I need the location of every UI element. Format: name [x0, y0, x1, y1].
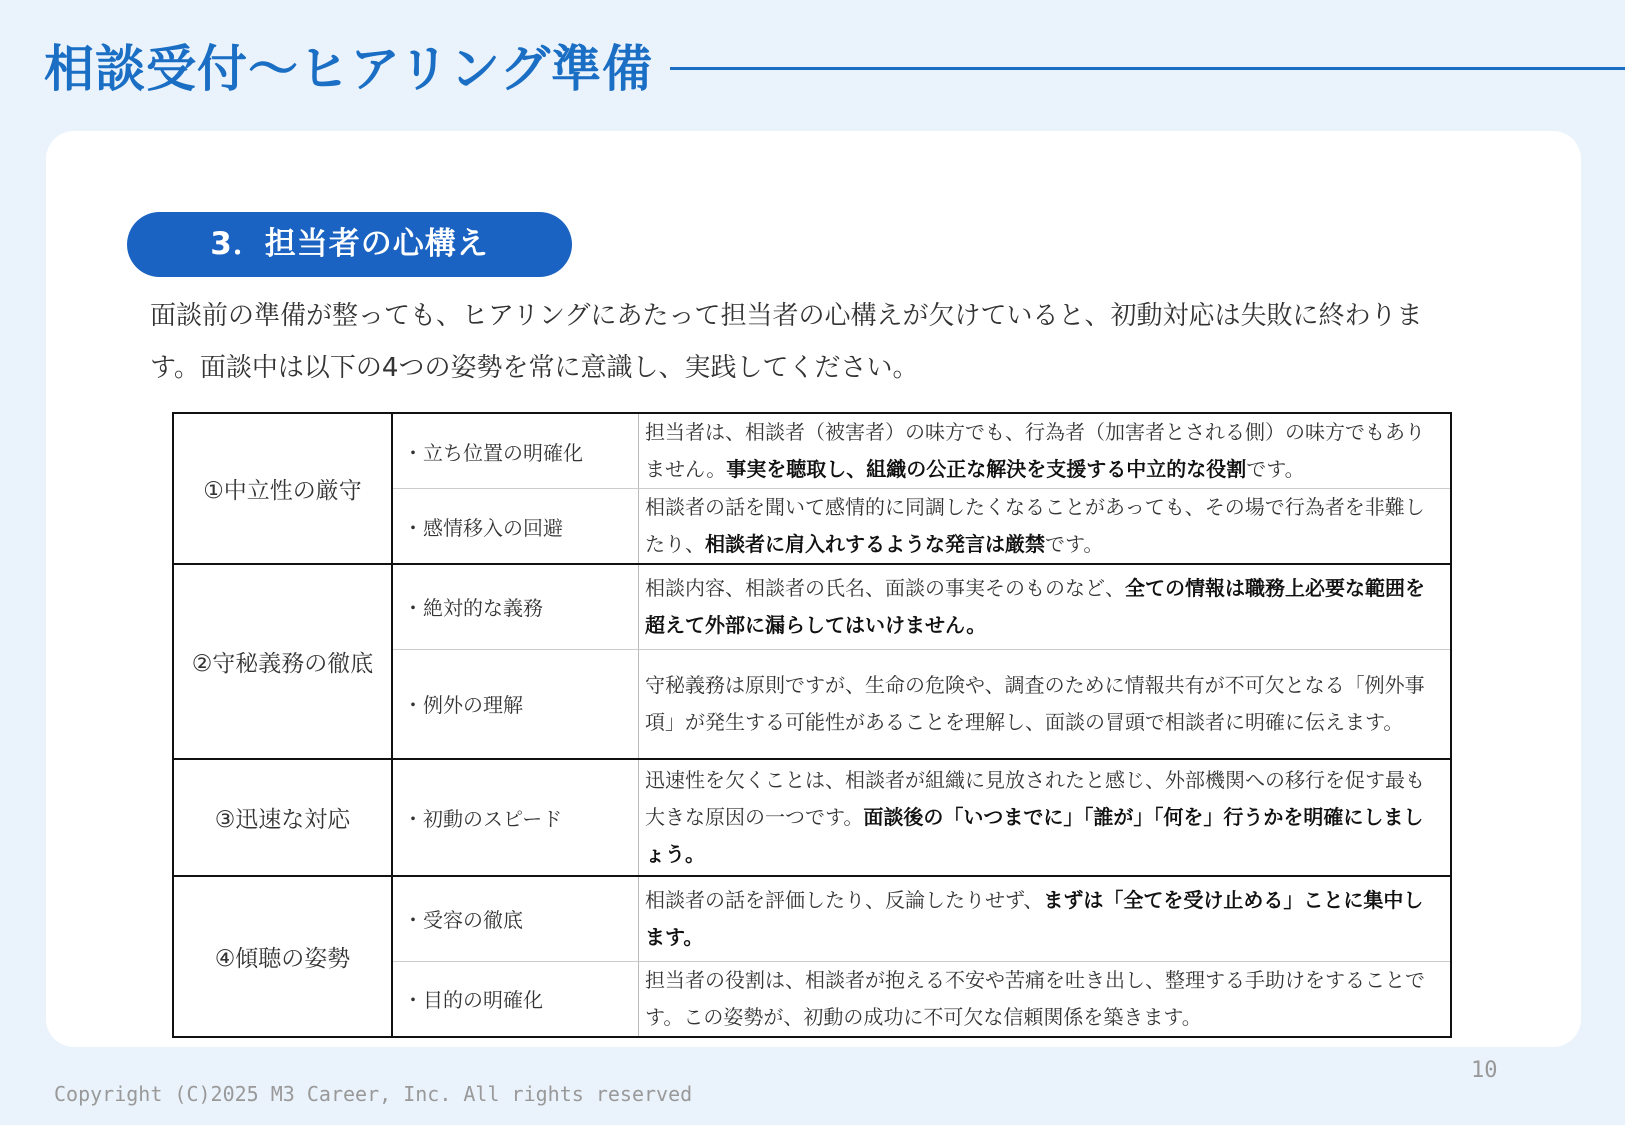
description-emphasis: まずは「全てを受け止める」ことに集中します。: [645, 887, 1424, 949]
intro-paragraph: 面談前の準備が整っても、ヒアリングにあたって担当者の心構えが欠けていると、初動対応は失敗に終わります。面談中は以下の4つの姿勢を常に意識し、実践してください。: [150, 301, 1423, 383]
subitem-cell: ・例外の理解: [392, 649, 639, 759]
description-cell: [639, 876, 1452, 961]
description-text: です。: [1246, 457, 1305, 481]
subitem-cell: ・受容の徹底: [392, 876, 639, 961]
category-cell: ③迅速な対応: [173, 759, 392, 876]
category-cell: ④傾聴の姿勢: [173, 876, 392, 1037]
description-text: です。: [1045, 532, 1104, 556]
guidelines-table: [172, 412, 1452, 1038]
description-cell: [639, 649, 1452, 759]
description-text: 守秘義務は原則ですが、生命の危険や、調査のために情報共有が不可欠となる「例外事項」が発生する可能性があることを理解し、面談の冒頭で相談者に明確に伝えます。: [645, 672, 1425, 734]
description-text: 迅速性を欠くことは、相談者が組織に見放されたと感じ、外部機関への移行を促す最も大きな原因の一つです。: [645, 768, 1425, 829]
category-cell: ②守秘義務の徹底: [173, 564, 392, 759]
description-text: 相談者の話を評価したり、反論したりせず、: [645, 887, 1044, 912]
description-text: 相談内容、相談者の氏名、面談の事実そのものなど、: [645, 575, 1125, 600]
description-cell: [639, 759, 1452, 876]
description-text: 相談者の話を聞いて感情的に同調したくなることがあっても、その場で行為者を非難したり、: [645, 495, 1425, 556]
category-cell: ①中立性の厳守: [173, 413, 392, 564]
subitem-cell: ・目的の明確化: [392, 961, 639, 1037]
copyright-notice: Copyright (C)2025 M3 Career, Inc. All rights reserved: [54, 1082, 693, 1106]
description-emphasis: 事実を聴取し、組織の公正な解決を支援する中立的な役割: [726, 457, 1247, 481]
subitem-cell: ・立ち位置の明確化: [392, 413, 639, 489]
page-title: 相談受付〜ヒアリング準備: [44, 40, 653, 98]
title-divider: [670, 67, 1625, 70]
subitem-cell: ・初動のスピード: [392, 759, 639, 876]
subitem-cell: ・感情移入の回避: [392, 489, 639, 565]
description-cell: [639, 564, 1452, 649]
description-cell: [639, 489, 1452, 565]
description-cell: [639, 961, 1452, 1037]
description-text: 担当者の役割は、相談者が抱える不安や苦痛を吐き出し、整理する手助けをすることです。この姿勢が、初動の成功に不可欠な信頼関係を築きます。: [645, 967, 1425, 1029]
section-heading: 3．担当者の心構え: [127, 212, 572, 277]
description-emphasis: 面談後の「いつまでに」「誰が」「何を」行うかを明確にしましょう。: [645, 805, 1424, 866]
description-emphasis: 相談者に肩入れするような発言は厳禁: [705, 532, 1045, 556]
description-cell: [639, 413, 1452, 489]
description-emphasis: 全ての情報は職務上必要な範囲を超えて外部に漏らしてはいけません。: [645, 575, 1425, 637]
subitem-cell: ・絶対的な義務: [392, 564, 639, 649]
description-text: 担当者は、相談者（被害者）の味方でも、行為者（加害者とされる側）の味方でもありません。: [645, 420, 1425, 481]
page-number: 10: [1471, 1058, 1498, 1083]
